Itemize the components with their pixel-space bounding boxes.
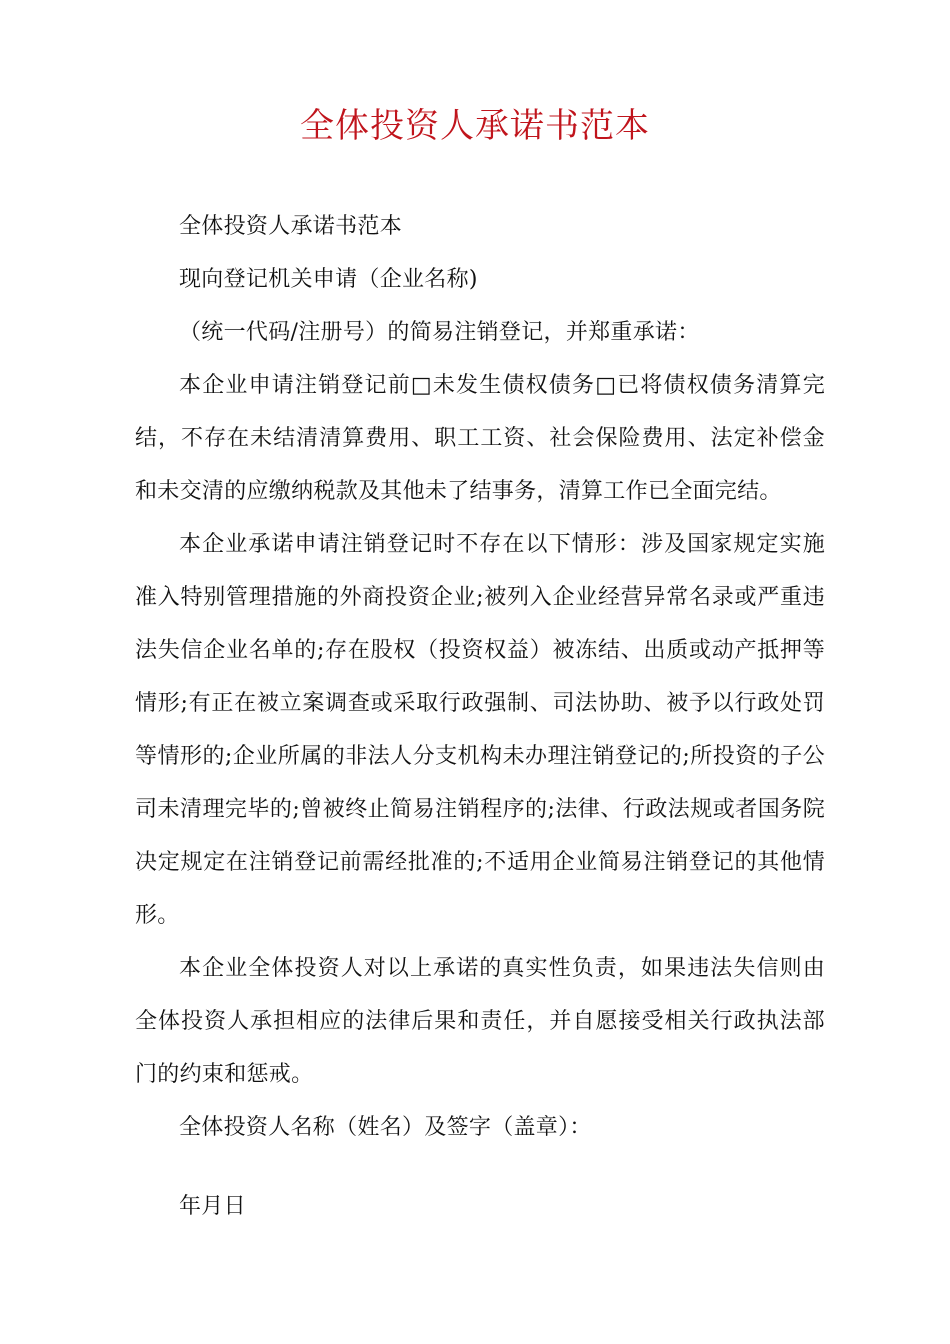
paragraph-responsibility: 本企业全体投资人对以上承诺的真实性负责，如果违法失信则由全体投资人承担相应的法律后果和责任，并自愿接受相关行政执法部门的约束和惩戒。 (135, 956, 825, 1087)
paragraph-application: 现向登记机关申请（企业名称) (179, 267, 478, 292)
paragraph-heading-repeat: 全体投资人承诺书范本 (179, 214, 403, 239)
paragraph-debt-settlement: 本企业申请注销登记前□未发生债权债务□已将债权债务清算完结，不存在未结清清算费用、职工工资、社会保险费用、法定补偿金和未交清的应缴纳税款及其他未了结事务，清算工作已全面完结。 (135, 373, 825, 504)
signature-line: 全体投资人名称（姓名）及签字（盖章）： (179, 1115, 592, 1140)
paragraph-registration-code: （统一代码/注册号）的简易注销登记，并郑重承诺： (179, 320, 700, 345)
document-body (135, 200, 825, 1233)
paragraph-exclusion-conditions: 本企业承诺申请注销登记时不存在以下情形：涉及国家规定实施准入特别管理措施的外商投资企业;被列入企业经营异常名录或严重违法失信企业名单的;存在股权（投资权益）被冻结、出质或动产抵押等情形;有正在被立案调查或采取行政强制、司法协助、被予以行政处罚等情形的;企业所属的非法人分支机构未办理注销登记的;所投资的子公司未清理完毕的;曾被终止简易注销程序的;法律、行政法规或者国务院决定规定在注销登记前需经批准的;不适用企业简易注销登记的其他情形。 (135, 532, 825, 928)
date-line: 年月日 (179, 1194, 246, 1219)
document-title: 全体投资人承诺书范本 (300, 106, 650, 146)
